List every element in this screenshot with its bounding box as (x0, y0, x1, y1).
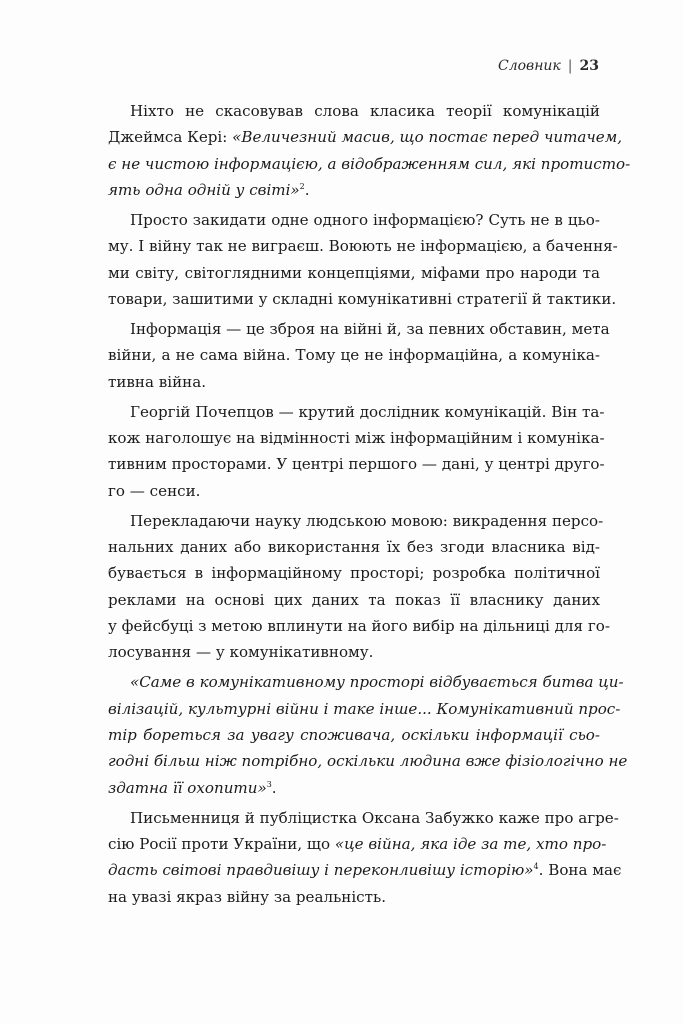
text-run: у фейсбуці з метою вплинути на його вибір на дільниці для го- (108, 616, 610, 635)
header-separator: | (567, 58, 573, 74)
text-line (108, 587, 600, 613)
text-line (108, 342, 600, 368)
body-text (108, 98, 631, 913)
text-line (108, 884, 600, 910)
paragraph (108, 207, 618, 312)
paragraph (108, 316, 610, 395)
text-run: му. І війну так не виграєш. Воюють не інформацією, а бачення- (108, 237, 618, 256)
text-run: реклами на основі цих даних та показ її власнику даних (108, 590, 600, 609)
paragraph (108, 669, 628, 801)
text-run: нальних даних або використання їх без згоди власника від- (108, 537, 600, 556)
text-line (108, 722, 600, 748)
text-line (108, 639, 600, 665)
text-run: . (271, 778, 277, 797)
text-line (108, 831, 607, 857)
quote-text: здатна її охопити» (108, 778, 267, 797)
text-line (108, 151, 631, 177)
text-run: Джеймса Кері: (108, 128, 233, 147)
text-run: товари, зашитими у складні комунікативні стратегії й тактики. (108, 290, 617, 308)
paragraph (108, 98, 631, 203)
text-run: . Вона має (538, 861, 622, 880)
quote-text: «Саме в комунікативному просторі відбувається битва ци- (130, 673, 624, 692)
text-run: Перекладаючи науку людською мовою: викрадення персо- (130, 511, 604, 530)
footnote-marker: 4 (533, 862, 539, 872)
text-line (108, 669, 624, 695)
text-run: Просто закидати одне одного інформацією? Суть не в цьо- (130, 210, 600, 229)
running-header (498, 58, 599, 74)
text-run: Письменниця й публіцистка Оксана Забужко каже про агре- (130, 808, 619, 827)
quote-text: дасть світові правдивішу і переконливішу історію» (108, 861, 534, 880)
text-run: тивним просторами. У центрі першого — дані, у центрі друго- (108, 455, 605, 474)
text-run: Ніхто не скасовував слова класика теорії комунікацій (130, 102, 600, 120)
quote-text: «це війна, яка іде за те, хто про- (334, 834, 607, 853)
text-run: тивна війна. (108, 372, 207, 391)
footnote-marker: 3 (266, 779, 272, 789)
quote-text: «Величезний масив, що постає перед читачем, (232, 128, 623, 147)
text-line (108, 177, 600, 203)
text-line (108, 805, 619, 831)
text-run: кож наголошує на відмінності між інформаційним і комуніка- (108, 428, 605, 447)
quote-text: тір бореться за увагу споживача, оскільки інформації сьо- (108, 725, 600, 744)
page-number: 23 (579, 58, 599, 74)
text-run: ми світу, світоглядними концепціями, міфами про народи та (108, 263, 600, 282)
text-run: на увазі якраз війну за реальність. (108, 887, 386, 906)
text-run: сію Росії проти України, що (108, 834, 335, 853)
text-line (108, 260, 600, 286)
text-line (108, 534, 600, 560)
text-line (108, 286, 617, 312)
text-line (108, 775, 600, 801)
paragraph (108, 399, 605, 504)
quote-text: ять одна одній у світі» (108, 181, 300, 200)
text-line (108, 748, 628, 774)
text-line (108, 369, 600, 395)
text-line (108, 560, 600, 586)
text-line (108, 316, 610, 342)
text-line (108, 399, 605, 425)
paragraph (108, 805, 622, 910)
text-run: війни, а не сама війна. Тому це не інформаційна, а комуніка- (108, 346, 600, 365)
text-line (108, 696, 621, 722)
text-run: бувається в інформаційному просторі; розробка політичної (108, 564, 600, 583)
text-run: Інформація — це зброя на війні й, за певних обставин, мета (130, 319, 610, 338)
text-run: . (304, 181, 310, 200)
text-line (108, 857, 622, 883)
text-run: го — сенси. (108, 481, 201, 500)
text-line (108, 98, 600, 124)
text-line (108, 233, 618, 259)
text-run: лосування — у комунікативному. (108, 643, 374, 662)
text-run: Георгій Почепцов — крутий дослідник комунікацій. Він та- (130, 402, 605, 421)
text-line (108, 451, 605, 477)
text-line (108, 613, 610, 639)
text-line (108, 478, 600, 504)
footnote-marker: 2 (299, 182, 305, 192)
text-line (108, 207, 600, 233)
text-line (108, 124, 623, 150)
quote-text: є не чистою інформацією, а відображенням сил, які протисто- (108, 154, 631, 173)
section-title: Словник (497, 58, 561, 74)
text-line (108, 425, 605, 451)
text-line (108, 508, 604, 534)
quote-text: годні більш ніж потрібно, оскільки людина вже фізіологічно не (108, 752, 628, 771)
paragraph (108, 508, 610, 666)
quote-text: вілізацій, культурні війни і таке інше... Комунікативний прос- (108, 699, 621, 718)
